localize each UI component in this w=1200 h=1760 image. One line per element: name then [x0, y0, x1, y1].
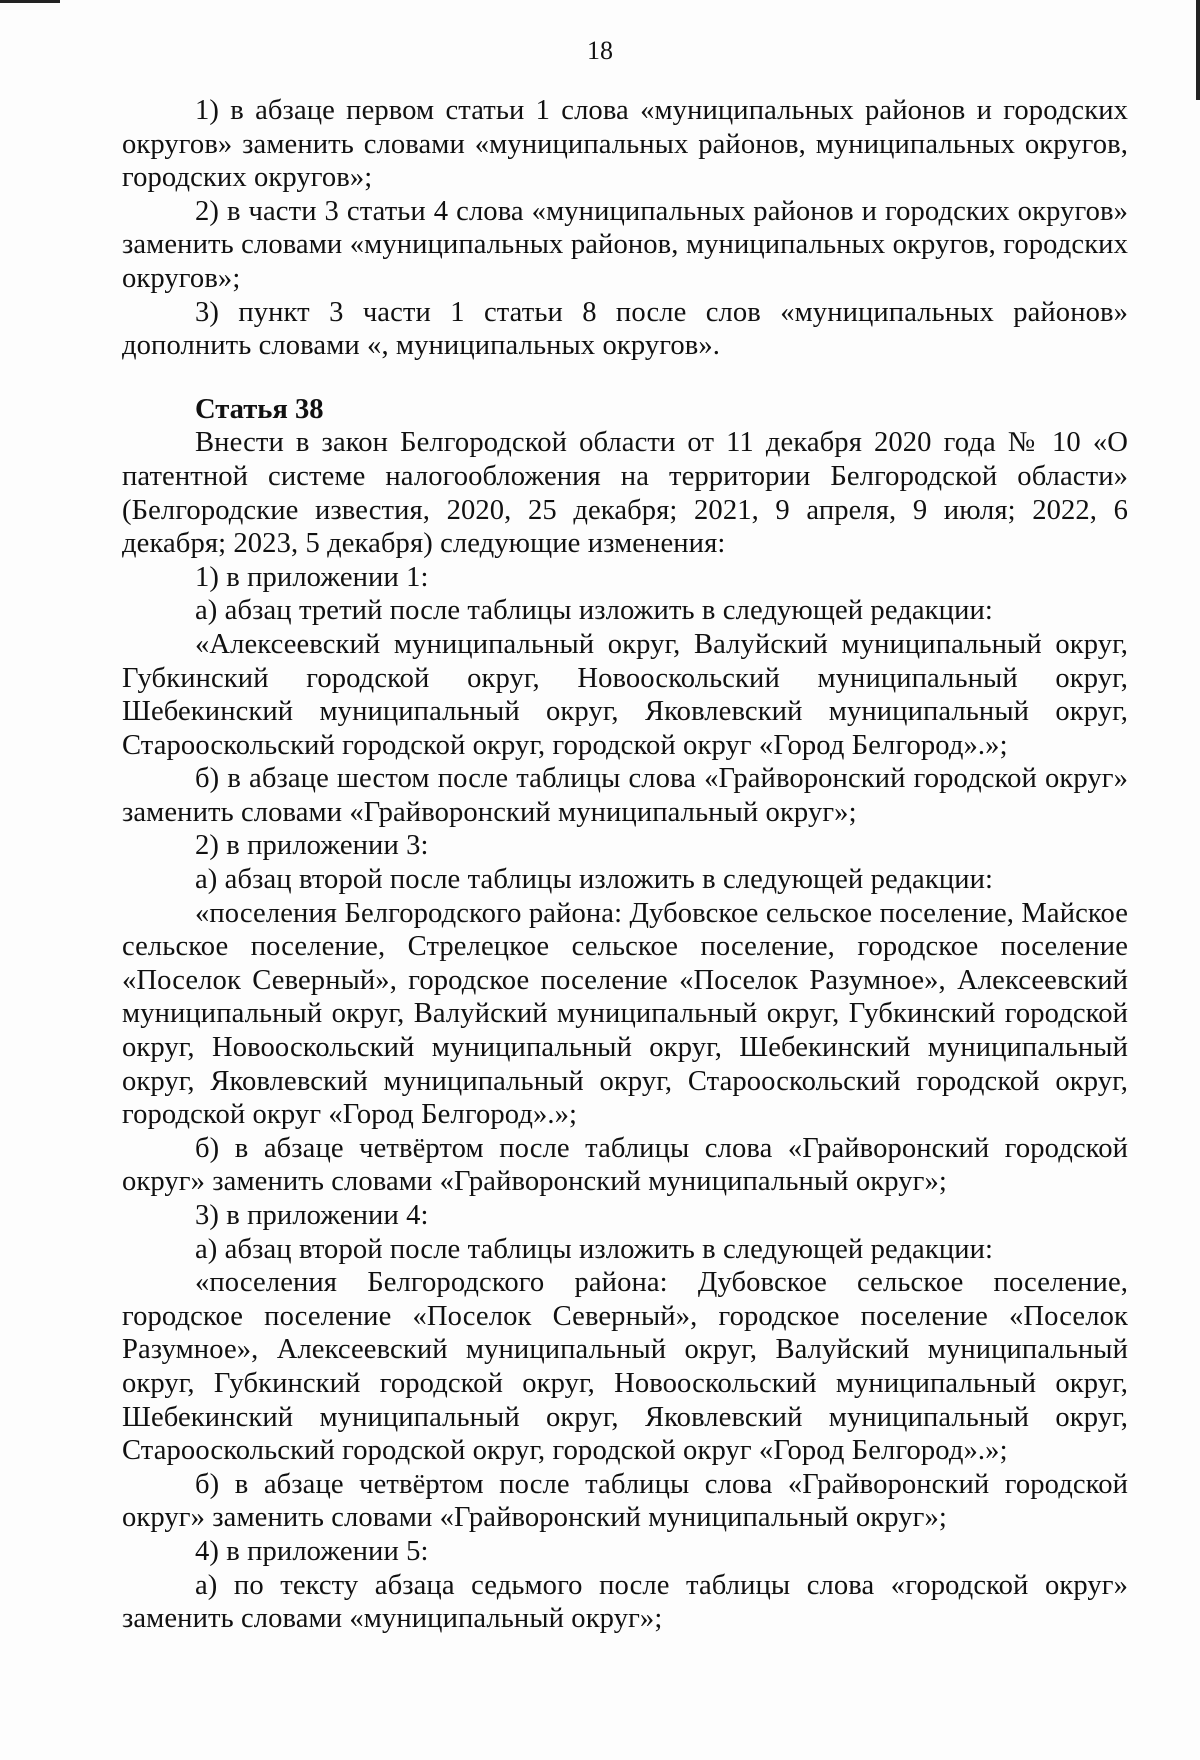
article-paragraph: «поселения Белгородского района: Дубовское сельское поселение, Майское сельское поселение, Стрелецкое сельское поселение, городское поселение «Поселок Северный», городское поселение «Поселок Разумное», Алексеевский муниципальный округ, Валуйский муниципальный округ, Губкинский городской округ, Новооскольский муниципальный округ, Шебекинский муниципальный округ, Яковлевский муниципальный округ, Старооскольский городской округ, городской округ «Город Белгород».»; — [122, 897, 1128, 1131]
page-number: 18 — [587, 36, 613, 65]
article-paragraph: «поселения Белгородского района: Дубовское сельское поселение, городское поселение «Поселок Северный», городское поселение «Поселок Разумное», Алексеевский муниципальный округ, Валуйский муниципальный округ, Губкинский городской округ, Новооскольский муниципальный округ, Шебекинский муниципальный округ, Яковлевский муниципальный округ, Старооскольский городской округ, городской округ «Город Белгород».»; — [122, 1267, 1128, 1467]
article-paragraph: а) абзац второй после таблицы изложить в следующей редакции: — [195, 864, 994, 896]
article-paragraph: 4) в приложении 5: — [195, 1535, 429, 1567]
article-paragraph: 1) в приложении 1: — [195, 561, 429, 593]
article-paragraph: б) в абзаце четвёртом после таблицы слова «Грайворонский городской округ» заменить словами «Грайворонский муниципальный округ»; — [122, 1132, 1128, 1198]
article-paragraph: а) абзац третий после таблицы изложить в следующей редакции: — [195, 595, 993, 627]
article-paragraph: Внести в закон Белгородской области от 11 декабря 2020 года № 10 «О патентной системе налогообложения на территории Белгородской области» (Белгородские известия, 2020, 25 декабря; 2021, 9 апреля, 9 июля; 2022, 6 декабря; 2023, 5 декабря) следующие изменения: — [122, 427, 1128, 560]
paragraph: 1) в абзаце первом статьи 1 слова «муниципальных районов и городских округов» заменить словами «муниципальных районов, муниципальных округов, городских округов»; — [122, 95, 1128, 194]
article-paragraph: 2) в приложении 3: — [195, 830, 429, 862]
article-heading: Статья 38 — [195, 393, 324, 425]
article-paragraph: б) в абзаце четвёртом после таблицы слова «Грайворонский городской округ» заменить словами «Грайворонский муниципальный округ»; — [122, 1468, 1128, 1534]
scan-artifact-top — [0, 0, 60, 3]
article-paragraph: а) по тексту абзаца седьмого после таблицы слова «городской округ» заменить словами «муниципальный округ»; — [122, 1569, 1128, 1635]
article-paragraph: «Алексеевский муниципальный округ, Валуйский муниципальный округ, Губкинский городской округ, Новооскольский муниципальный округ, Шебекинский муниципальный округ, Яковлевский муниципальный округ, Старооскольский городской округ, городской округ «Город Белгород».»; — [122, 628, 1128, 761]
document-body — [122, 94, 1128, 1636]
paragraph: 3) пункт 3 части 1 статьи 8 после слов «муниципальных районов» дополнить словами «, муниципальных округов». — [122, 296, 1128, 362]
paragraph: 2) в части 3 статьи 4 слова «муниципальных районов и городских округов» заменить словами «муниципальных районов, муниципальных округов, городских округов»; — [122, 195, 1128, 294]
article-paragraph: 3) в приложении 4: — [195, 1200, 429, 1231]
article-paragraph: б) в абзаце шестом после таблицы слова «Грайворонский городской округ» заменить словами «Грайворонский муниципальный округ»; — [122, 763, 1128, 828]
article-paragraph: а) абзац второй после таблицы изложить в следующей редакции: — [195, 1233, 994, 1265]
